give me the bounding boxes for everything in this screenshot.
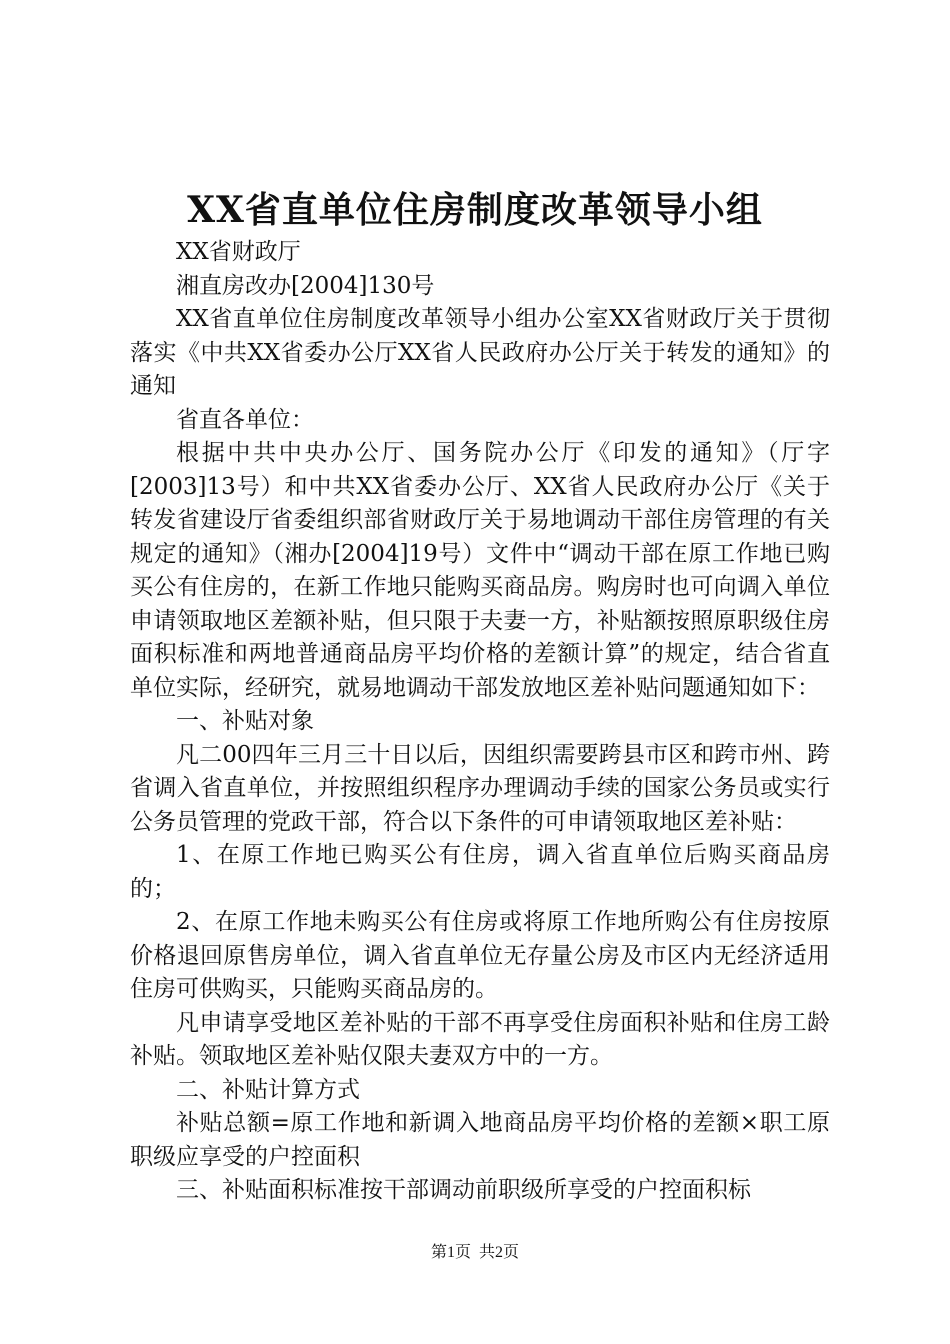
section-heading: 三、补贴面积标准按干部调动前职级所享受的户控面积标 bbox=[176, 1177, 751, 1203]
list-item: 2、在原工作地未购买公有住房或将原工作地所购公有住房按原价格退回原售房单位，调入省直单位无存量公房及市区内无经济适用住房可供购买，只能购买商品房的。 bbox=[130, 909, 830, 1002]
list-item: 1、在原工作地已购买公有住房，调入省直单位后购买商品房的； bbox=[130, 842, 830, 902]
body-paragraph: 凡申请享受地区差补贴的干部不再享受住房面积补贴和住房工龄补贴。领取地区差补贴仅限夫妻双方中的一方。 bbox=[130, 1009, 830, 1069]
issuer-line: XX省财政厅 bbox=[176, 239, 301, 265]
body-paragraph: 根据中共中央办公厅、国务院办公厅《印发的通知》（厅字[2003]13号）和中共XX省委办公厅、XX省人民政府办公厅《关于转发省建设厅省委组织部省财政厅关于易地调动干部住房管理的有关规定的通知》（湘办[2004]19号）文件中“调动干部在原工作地已购买公有住房的，在新工作地只能购买商品房。购房时也可向调入单位申请领取地区差额补贴，但只限于夫妻一方，补贴额按照原职级住房面积标准和两地普通商品房平均价格的差额计算”的规定，结合省直单位实际，经研究，就易地调动干部发放地区差补贴问题通知如下： bbox=[130, 440, 830, 701]
document-number: 湘直房改办[2004]130号 bbox=[176, 272, 435, 299]
document-title: XX省直单位住房制度改革领导小组 bbox=[187, 189, 763, 231]
document-body bbox=[130, 236, 830, 1208]
page-total: 共2页 bbox=[479, 1244, 520, 1261]
page-footer bbox=[0, 1241, 950, 1265]
section-heading: 二、补贴计算方式 bbox=[176, 1076, 360, 1103]
salutation: 省直各单位： bbox=[176, 406, 314, 433]
body-paragraph: 凡二00四年三月三十日以后，因组织需要跨县市区和跨市州、跨省调入省直单位，并按照组织程序办理调动手续的国家公务员或实行公务员管理的党政干部，符合以下条件的可申请领取地区差补贴： bbox=[130, 741, 830, 835]
section-heading: 一、补贴对象 bbox=[176, 708, 314, 734]
page-number: 第1页 bbox=[430, 1244, 471, 1261]
notice-heading: XX省直单位住房制度改革领导小组办公室XX省财政厅关于贯彻落实《中共XX省委办公厅XX省人民政府办公厅关于转发的通知》的通知 bbox=[130, 306, 830, 399]
formula-paragraph: 补贴总额=原工作地和新调入地商品房平均价格的差额×职工原职级应享受的户控面积 bbox=[130, 1110, 830, 1170]
